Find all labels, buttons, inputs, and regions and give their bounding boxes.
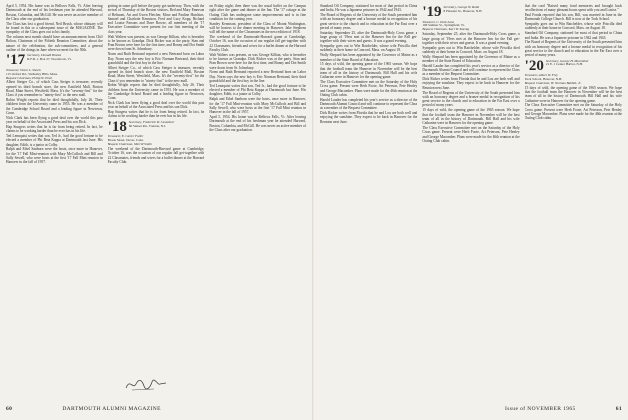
paragraph: Hap Sturgess writes that he is far from being retired. In fact, he claims to be working harder than he ever has in his life. <box>107 110 205 119</box>
paragraph: Harold Lauder has completed his year's service as a director of the Dartmouth Alumni Council and will continue to represent the Class as a member of the Bequest Committee. <box>422 63 520 77</box>
paragraph: Albert Steiger Co., of which Cass Steiger is treasurer, recently opened its third branch store, the new Eastfield Mall, Boston Road, Main Street, Westfield, Mass. It's the "seventy-first" for the Class if you remember to "ninety-first" to the new mall. <box>6 80 103 98</box>
secretary-name: Secretary, Donald Brooks <box>27 53 62 58</box>
bequest-chairman: Bequest Chairman, H. Norman Babbitt, Jr. <box>524 80 582 85</box>
paragraph: Standard Oil Company, stationed for most of that period in China and India. He was a Japanese prisoner in 1942 and 1943. <box>524 31 622 40</box>
class-officers <box>546 60 589 68</box>
paragraph: Walt Walters was present, as was George Killian, who is hereafter to be known as Grandpa. Dick Ricker was at the party. Stan and Fran Brown were here for the first time, and Bonny and Dot Smith were down from St. Johnsbury. <box>209 52 306 70</box>
paragraph: Dick Ricker writes from Florida that he and Lou are both well and enjoying the sunshine. They expect to be back in Hanover for the Reunion next June. <box>422 77 520 90</box>
paragraph: Walt Walters was present, as was George Killian, who is hereafter to be known as Grandpa. Dick Ricker was at the party. Stan and Fran Brown were here for the first time, and Bonny and Dot Smith were down from St. Johnsbury. <box>107 34 205 52</box>
bequest-chairman: Bequest Chairman, Merrill Smith <box>107 142 152 147</box>
paragraph: Wally Shepard has been appointed by the Governor of Maine as a member of the State Board of Education. <box>422 54 520 63</box>
running-footer: Issue of NOVEMBER 1965 <box>505 406 576 412</box>
left-column-3 <box>209 4 306 400</box>
secretary-address: 8 Pleasant St., Hanover, N.H. <box>443 8 483 13</box>
paragraph: Stanley Kennison, president of the Class of Mount Washington, will be hostess to the dinner meeting in Hanover. Jake Stephens will tell the name of the Classmates in the next edition of 1918. <box>209 21 306 35</box>
secretary-name: Secretary, George W. Robb <box>443 5 480 9</box>
paragraph: The weekend of the Dartmouth-Harvard game at Cambridge, October 16, was the occasion of our regular fall get-together with 22 Classmates, friends and wives for a buffet dinner at the Harvard Faculty Club. <box>107 146 205 164</box>
treasurer-block <box>6 69 103 81</box>
treasurer-block <box>108 135 205 147</box>
left-page <box>6 4 306 414</box>
class-heading-19 <box>422 6 519 19</box>
secretary-name: Secretary, Frederick W. Cassebeer <box>128 119 175 124</box>
paragraph: Dick Ricker writes from Florida that he and Lou are both well and enjoying the sunshine. They expect to be back in Hanover for the Reunion next June. <box>320 111 418 124</box>
paragraph: 15 days of wild, the opening game of the 1965 season. We hope that the football team the Hanover in November will be the best team of all in the history of Dartmouth. Bill Hall and his wife Catharine were in Hanover for the opening game. <box>524 85 622 103</box>
treasurer-name: Treasurer, E. Carter Fuller <box>107 134 144 139</box>
paragraph: Robin Wright reports that he died thoughtfully, July 26. Their children from the University came in 1953. He was a member of the Cambridge School Board and a leading figure in Newtown, Conn. <box>6 98 103 116</box>
paragraph: getting in some golf before the party got underway. Then, with the arrival of Thursday of the Boston visitors, Red and Mary Emerson of Belmont, Art and Gwen Fletcher, Mose and Pauline Hutchins, Samuel and Charlotte Kennison, Fred and Lucy Kopp, Richard and Louise Parsons and Dave Rowse, all members of the '17 Executive Committee were present for our first meeting of the class year. <box>107 4 205 34</box>
bequest-chairman: Bequest Chairman, Karl W. Koenig <box>422 27 470 32</box>
right-column-2 <box>422 4 519 400</box>
right-footer <box>320 404 622 414</box>
paragraph: The Board of Regents of the University of the South presented him with an honorary degree and a bronze medal in recognition of his great service to the church and to education in the Far East over a period of many years. <box>320 13 418 30</box>
paragraph: The Class Executive Committee met on the Saturday of the Holy Cross game. Present were Herb Foote, Art Peterson, Pete Henley and George Macomber. Plans were made for the 46th reunion at the Outing Club cabin. <box>524 103 622 121</box>
class-officers <box>444 6 483 14</box>
right-column-3 <box>525 4 622 400</box>
paragraph: Paul Fonda reported that his son, Bill, was married in June in the Dartmouth College Church. Bill is now at the Tuck School. <box>524 13 622 22</box>
class-year: '18 <box>107 118 127 135</box>
paragraph: Robin Wright reports that he died thoughtfully, July 26. Their children from the University came in 1953. He was a member of the Cambridge School Board and a leading figure in Newtown, Conn. <box>107 83 205 101</box>
paragraph: April 5, 1954. His home was in Bellows Falls, Vt. After leaving Dartmouth at the end of his freshman year he attended Harvard, Boston, Columbia, and McGill. He was never an active member of the Class after our graduation. <box>209 114 306 132</box>
paragraph: Wally Shepard has been appointed by the Governor of Maine as a member of the State Board of Education. <box>320 53 418 62</box>
paragraph: that the card "Raised many fond memories and brought back recollections of many pleasant hours spent with you and Louise." <box>524 4 622 13</box>
paragraph: 15 days of wild, the opening game of the 1965 season. We hope that the football team the Hanover in November will be the best team of all in the history of Dartmouth. Bill Hall and his wife Catharine were in Hanover for the opening game. <box>320 62 418 80</box>
paragraph: The Class has lost a good friend, Neil Brush, whose obituary will be found in this or a subsequent issue of the MAGAZINE. The sympathy of the Class goes out to his family. <box>6 21 103 35</box>
treasurer-address: Brook Street, Dover, Conn. <box>107 138 144 143</box>
paragraph: on Friday night; then there was the usual buffet on the Campus right after the game and dinner at the Inn. The '17 cottage at the Outing Club has undergone some improvements and is in fine condition for the coming year. <box>209 4 306 21</box>
paragraph: Norm and Ruth Bertrand reported a new Bertrand born on Labor Day. Norm says the new boy is Eric Norman Bertrand, their third grandchild and the first boy in the line. <box>107 52 205 65</box>
class-year: '20 <box>524 57 544 74</box>
right-column-1 <box>320 4 417 400</box>
treasurer-block <box>422 21 519 33</box>
paragraph: The Board of Regents of the University of the South presented him with an honorary degree and a bronze medal in recognition of his great service to the church and to education in the Far East over a period of many years. <box>524 40 622 58</box>
paragraph: Sympathy goes out to Win Batchelder, whose wife Priscilla died suddenly at their home in Concord, Mass. on August 18. <box>524 22 622 31</box>
paragraph: Albert Steiger Co., of which Cass Steiger is treasurer, recently opened its third branch store, the new Eastfield Mall, Boston Road, Main Street, Westfield, Mass. It's the "seventy-first" for the Class if you remember to "ninety-first" to the new mall. <box>107 65 205 83</box>
class-heading-17 <box>6 54 103 67</box>
paragraph: The Board of Regents of the University of the South presented him with an honorary degree and a bronze medal in recognition of his great service to the church and to education in the Far East over a period of many years. <box>422 90 520 108</box>
paragraph: The weekend of the Dartmouth-Harvard game at Cambridge, October 16, was the occasion of our regular fall get-together with 22 Classmates, friends and wives for a buffet dinner at the Harvard Faculty Club. <box>209 35 306 52</box>
secretary-name: Secretary, George H. Macomber <box>545 58 589 63</box>
left-column-2 <box>108 4 205 400</box>
paragraph: Ted Lennquist writes that son, Ted Jr., had the good fortune to be elected a member of Phi Beta Kappa at Dartmouth last June. His daughter, Edith, is a junior at Colby. <box>209 83 306 97</box>
paragraph: The Class Executive Committee met on the Saturday of the Holy Cross game. Present were Herb Foote, Art Peterson, Pete Henley and George Macomber. Plans were made for the 46th reunion at the Outing Club cabin. <box>422 125 520 143</box>
secretary-address: 60 Sunset Rd., Trenton, N.J. <box>128 123 167 128</box>
running-footer: DARTMOUTH ALUMNI MAGAZINE <box>62 406 161 412</box>
page-gutter <box>312 0 314 420</box>
treasurer-name: Treasurer, C. Park Lane <box>422 19 455 24</box>
signature-image <box>124 376 168 392</box>
secretary-address: R.F.D. 1, Box 27, Woodstock, Vt. <box>27 57 72 62</box>
paragraph: Nick Clark has been flying a good deal over the world this past year on behalf of the Associated Press and his son Dick. <box>107 101 205 110</box>
paragraph: Standard Oil Company, stationed for most of that period in China and India. He was a Japanese prisoner in 1942 and 1943. <box>320 4 418 13</box>
treasurer-block <box>525 74 622 86</box>
paragraph: Hap Sturgess writes that he is far from being retired. In fact, he claims to be working harder than he ever has in his life. <box>6 124 103 134</box>
page-number: 61 <box>615 406 622 412</box>
right-page <box>320 4 622 414</box>
paragraph: Sympathy goes out to Win Batchelder, whose wife Priscilla died suddenly at their home in Concord, Mass. on August 18. <box>320 44 418 53</box>
paragraph: Nick Clark has been flying a good deal over the world this past year on behalf of the Associated Press and his son Dick. <box>6 115 103 125</box>
paragraph: Harold Lauder has completed his year's service as a director of the Dartmouth Alumni Council and will continue to represent the Class as a member of the Bequest Committee. <box>320 97 418 111</box>
class-year: '19 <box>422 4 442 20</box>
class-officers <box>27 54 71 62</box>
paragraph: Sympathy goes out to Win Batchelder, whose wife Priscilla died suddenly at their home in Concord, Mass. on August 18. <box>422 45 520 54</box>
class-heading-20 <box>524 57 622 74</box>
paragraph: 15 days of wild, the opening game of the 1965 season. We hope that the football team the Hanover in November will be the best team of all in the history of Dartmouth. Bill Hall and his wife Catharine were in Hanover for the opening game. <box>422 108 520 126</box>
paragraph: Ted Lennquist writes that son, Ted Jr., had the good fortune to be elected a member of Phi Beta Kappa at Dartmouth last June. His daughter, Edith, is a junior at Colby. <box>6 134 103 147</box>
class-year: '17 <box>6 52 26 69</box>
treasurer-name: Treasurer, Victor L. Sheets <box>6 67 41 72</box>
paragraph: Norm and Ruth Bertrand reported a new Bertrand born on Labor Day. Norm says the new boy is Eric Norman Bertrand, their third grandchild and the first boy in the line. <box>209 70 306 84</box>
class-officers <box>129 121 175 129</box>
paragraph: Ralph and Ethel Sanborn were the hosts, once more in Hanover, for the '17 Fall Mini-reunion with Mary McCulloch and Bill and Sally Sewell, who were hosts at the first '17 Fall Mini reunion in Hanover in the fall of 1957. <box>6 147 103 165</box>
secretary-address: 21 E. 1 Center Harbor, N.H. <box>545 62 583 67</box>
page-number: 60 <box>6 406 13 412</box>
paragraph: Ralph and Ethel Sanborn were the hosts, once more in Hanover, for the '17 Fall Mini-reunion with Mary McCulloch and Bill and Sally Sewell, who were hosts at the first '17 Fall Mini reunion in Hanover in the fall of 1957. <box>209 97 306 115</box>
bequest-chairman: Bequest Chairman, Philip W. Pratt <box>6 75 53 80</box>
paragraph: The column next month should have an announcement from Cliff Bolton, Chairman of the Fiftieth Reunion Committee, about the nature of the celebration, the sub-committees, and a general outline of the doings in June when we meet for the 50th. <box>6 35 103 52</box>
paragraph: The Class Executive Committee met on the Saturday of the Holy Cross game. Present were Herb Foote, Art Peterson, Pete Henley and George Macomber. Plans were made for the 46th reunion at the Outing Club cabin. <box>320 80 418 97</box>
treasurer-address: 106 Sumner St., Springfield, Vt. <box>422 23 465 28</box>
class-heading-18 <box>107 118 205 135</box>
treasurer-name: Treasurer, Albert W. Frey <box>524 73 558 78</box>
treasurer-address: 115 Oxford Rd., Wellesley Hills, Mass. <box>6 71 58 76</box>
treasurer-address: Tuck School, Hanover, N.H. <box>524 76 563 81</box>
paragraph: Saturday, September 25, after the Dartmouth-Holy Cross game, a large group of '19ers met at the Hanover Inn for the Fall get-together with their wives and guests. It was a grand evening. <box>320 30 418 44</box>
left-column-1 <box>6 4 103 400</box>
paragraph: Saturday, September 25, after the Dartmouth-Holy Cross game, a large group of '19ers met at the Hanover Inn for the Fall get-together with their wives and guests. It was a grand evening. <box>422 32 520 45</box>
paragraph: April 5, 1954. His home was in Bellows Falls, Vt. After leaving Dartmouth at the end of his freshman year he attended Harvard, Boston, Columbia, and McGill. He was never an active member of the Class after our graduation. <box>6 4 103 21</box>
left-footer <box>6 404 306 414</box>
